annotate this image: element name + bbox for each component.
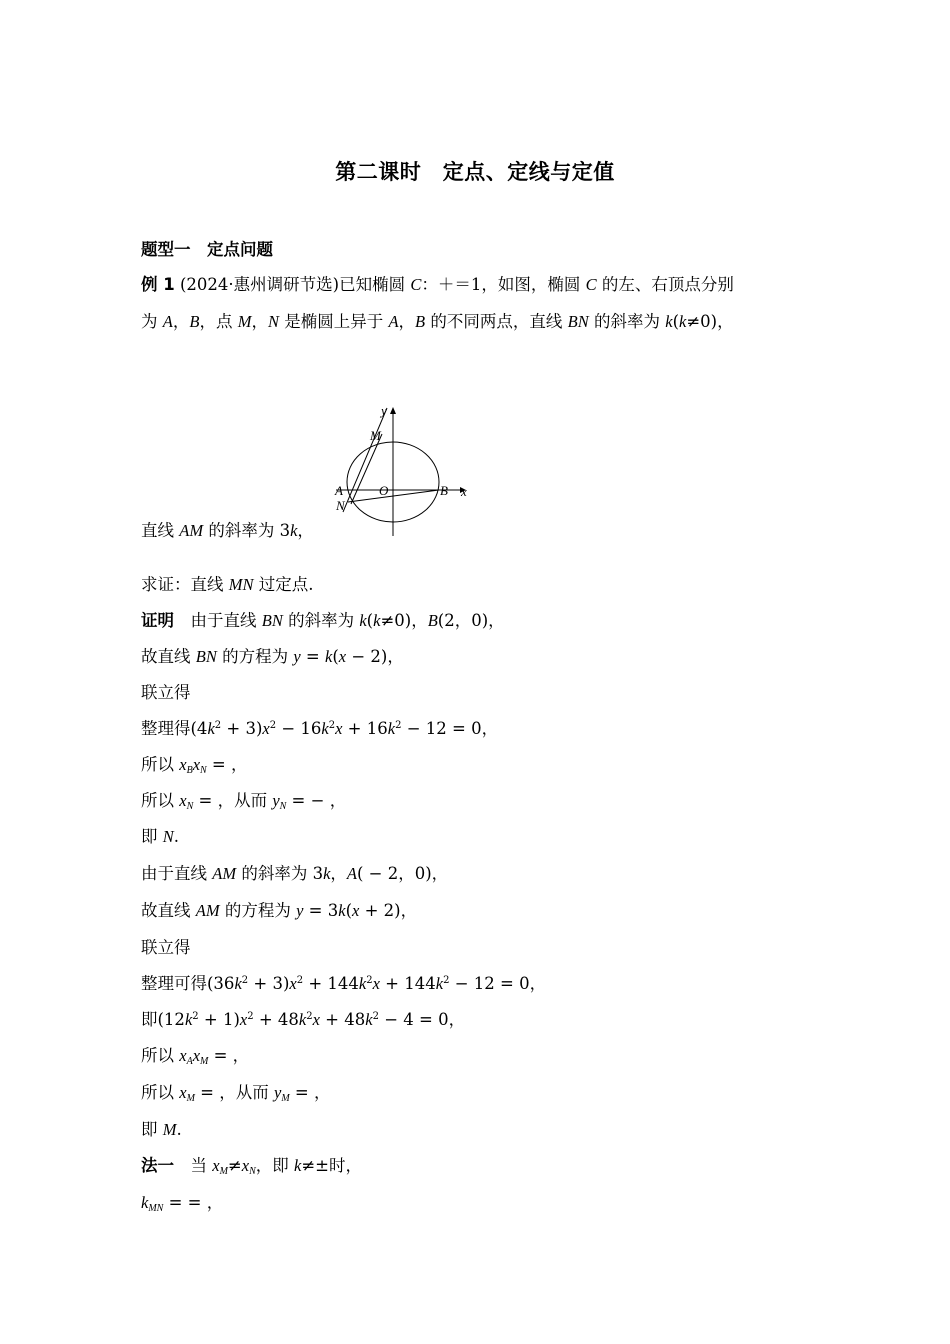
proof-line-11: 整理可得$(36k^2 + 3)x^2 + 144k^2x + 144k^2 - 12 = 0$，: [141, 974, 547, 993]
proof-line-17: $k_{MN}$ = = ，: [141, 1193, 224, 1214]
proof-label: 证明: [141, 611, 174, 630]
label-b: B: [440, 483, 448, 498]
proof-line-7: 即 N.: [141, 827, 180, 846]
label-n: N: [336, 498, 345, 513]
label-x: x: [461, 484, 467, 499]
proof-line-1: 证明 由于直线 BN 的斜率为 k(k≠0)，B(2，0)，: [141, 611, 505, 630]
line-mn: [351, 434, 382, 504]
y-axis-arrow: [390, 407, 396, 414]
proof-line-5: 所以 $x_Bx_N$ = ，: [141, 755, 248, 776]
prove-statement: 求证：直线 MN 过定点.: [141, 575, 314, 594]
proof-line-14: 所以 $x_M$ = ，从而 $y_M$ = ，: [141, 1083, 331, 1104]
proof-line-6: 所以 $x_N$ = ，从而 $y_N$ = − ，: [141, 791, 347, 812]
proof-line-4: 整理得$(4k^2 + 3)x^2 - 16k^2x + 16k^2 - 12 = 0$，: [141, 719, 499, 738]
label-o: O: [379, 483, 389, 498]
label-y: y: [381, 403, 387, 418]
proof-line-10: 联立得: [141, 938, 191, 957]
example-label: 例 1: [141, 275, 175, 294]
proof-line-15: 即 M.: [141, 1120, 182, 1139]
label-m: M: [370, 428, 381, 443]
proof-line-13: 所以 $x_Ax_M$ = ，: [141, 1046, 250, 1067]
ellipse-figure: [326, 402, 476, 542]
proof-line-16: 法一 当 $x_M\ne x_N$，即 k≠±时，: [141, 1156, 362, 1177]
proof-line-3: 联立得: [141, 683, 191, 702]
page-title: 第二课时 定点、定线与定值: [335, 160, 615, 184]
proof-line-9: 故直线 AM 的方程为 y = 3k(x + 2)，: [141, 901, 418, 920]
example-line-2: 为 A，B，点 M，N 是椭圆上异于 A，B 的不同两点，直线 BN 的斜率为 k(k≠0)，: [141, 312, 734, 331]
method-one-label: 法一: [141, 1156, 174, 1175]
proof-line-2: 故直线 BN 的方程为 y = k(x − 2)，: [141, 647, 404, 666]
section-heading: 题型一 定点问题: [141, 240, 273, 259]
label-a: A: [335, 483, 343, 498]
proof-line-12: 即$(12k^2 + 1)x^2 + 48k^2x + 48k^2 - 4 = 0$，: [141, 1010, 466, 1029]
example-source: (2024·惠州调研节选): [179, 275, 340, 294]
example-line-3: 直线 AM 的斜率为 3k，: [141, 521, 314, 540]
example-line-1: 例 1 (2024·惠州调研节选)已知椭圆 C：＋＝1，如图，椭圆 C 的左、右顶点分别: [141, 275, 734, 294]
proof-line-8: 由于直线 AM 的斜率为 3k，A( − 2，0)，: [141, 864, 449, 883]
